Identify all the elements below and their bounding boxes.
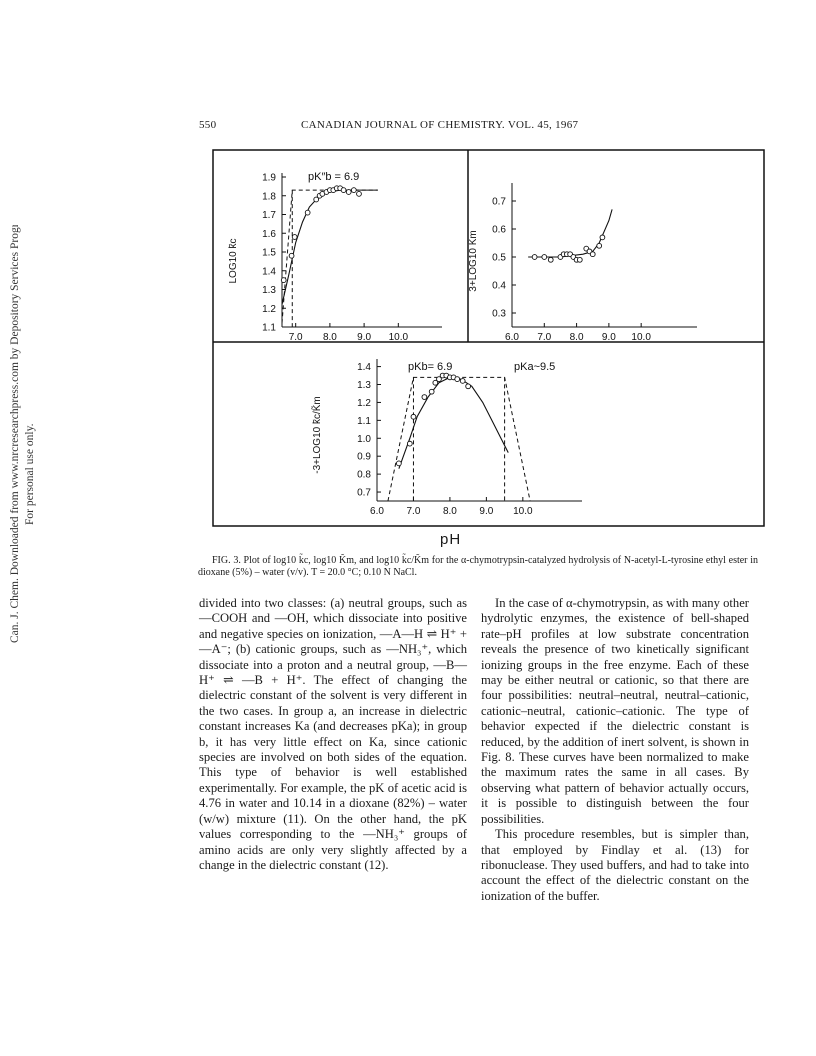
kc-y-tick-label: 1.6 xyxy=(262,228,276,240)
km-x-tick-label: 10.0 xyxy=(631,332,651,343)
kc-x-tick-label: 8.0 xyxy=(322,332,337,343)
panel-ratio-pkb-annotation: pKb= 6.9 xyxy=(408,361,453,373)
ratio-y-tick-label: 1.2 xyxy=(357,397,371,409)
paragraph-right-1: In the case of α-chymotrypsin, as with many other hydrolytic enzymes, the existence of bell-shaped rate–pH profiles at low substrate concentration reveals the presence of two kinetically significant ionizing groups in the free enzyme. Each of these may be either neutral or cationic, so that there are four possibilities: neutral–neutral, neutral–cationic, cationic–neutral, cationic–cationic. The type of behavior expected if the dielectric constant is reduced, by the addition of inert solvent, is shown in Fig. 8. These curves have been normalized to make the maximum rates the same in all cases. By observing what pattern of behavior actually occurs, it is possible to distinguish between the four possibilities. xyxy=(481,596,749,826)
kc-data-point xyxy=(289,253,294,258)
paragraph-left-1: divided into two classes: (a) neutral groups, such as —COOH and —OH, which dissociate into positive and negative species on ionization, —A—H ⇌ H⁺ + —A⁻; (b) cationic groups, such as —NH₃⁺, which dissociate into a proton and a neutral group, —B—H⁺ ⇌ —B + H⁺. The effect of changing the dielectric constant of the solvent is very different in the two cases. In group a, an increase in dielectric constant increases Ka (and decreases pKa); in group b, it has very little effect on Ka, since cationic species are involved on both sides of the equation. This type of behavior is well established experimentally. For example, the pK of acetic acid is 4.76 in water and 10.14 in a dioxane (82%) – water (w/w) mixture (11). On the other hand, the pK values corresponding to the —NH₃⁺ groups of amino acids are only very slightly affected by a change in the dielectric constant (12). xyxy=(199,596,467,872)
ratio-x-tick-label: 9.0 xyxy=(479,506,494,517)
km-y-tick-label: 0.7 xyxy=(492,196,506,208)
ratio-x-tick-label: 7.0 xyxy=(406,506,421,517)
figure-3 xyxy=(212,149,765,529)
km-data-point xyxy=(548,257,553,262)
kc-y-tick-label: 1.2 xyxy=(262,303,276,315)
km-x-tick-label: 7.0 xyxy=(537,332,552,343)
ratio-data-point xyxy=(411,414,416,419)
kc-x-tick-label: 10.0 xyxy=(388,332,409,343)
paragraph-right-2: This procedure resembles, but is simpler than, that employed by Findlay et al. (13) for ribonuclease. They used buffers, and had to take into account the effect of the dielectric constant on the ionization of the buffer. xyxy=(481,827,749,903)
kc-x-tick-label: 7.0 xyxy=(288,332,303,343)
panel-kc-ylabel: LOG10 k̃c xyxy=(228,238,239,284)
kc-y-tick-label: 1.1 xyxy=(262,322,276,334)
figure-3-plots xyxy=(212,149,765,529)
km-fitted-curve xyxy=(528,209,612,257)
kc-data-point xyxy=(292,235,297,240)
km-y-tick-label: 0.3 xyxy=(492,308,506,320)
shared-x-axis-label: pH xyxy=(440,531,462,548)
km-data-point xyxy=(577,257,582,262)
km-x-tick-label: 8.0 xyxy=(569,332,584,343)
kc-y-tick-label: 1.5 xyxy=(262,247,276,259)
km-y-tick-label: 0.6 xyxy=(492,224,506,236)
km-data-point xyxy=(532,255,537,260)
kc-data-point xyxy=(305,210,310,215)
figure-caption xyxy=(198,555,758,579)
kc-data-point xyxy=(346,190,351,195)
ratio-fitted-curve xyxy=(399,377,508,468)
download-watermark xyxy=(2,225,42,645)
panel-kc xyxy=(228,171,442,343)
ratio-y-tick-label: 1.3 xyxy=(357,380,371,392)
km-x-tick-label: 6.0 xyxy=(505,332,519,343)
ratio-y-tick-label: 0.7 xyxy=(357,487,371,499)
kc-fitted-curve xyxy=(282,190,378,304)
page-number: 550 xyxy=(199,119,217,131)
ratio-data-point xyxy=(429,389,434,394)
kc-data-point xyxy=(351,188,356,193)
ratio-data-point xyxy=(407,441,412,446)
km-data-point xyxy=(542,255,547,260)
ratio-data-point xyxy=(422,395,427,400)
km-y-tick-label: 0.4 xyxy=(492,280,506,292)
ratio-data-point xyxy=(466,384,471,389)
km-x-tick-label: 9.0 xyxy=(601,332,616,343)
ratio-x-tick-label: 6.0 xyxy=(370,506,384,517)
km-y-tick-label: 0.5 xyxy=(492,252,506,264)
ratio-data-point xyxy=(396,461,401,466)
kc-y-tick-label: 1.9 xyxy=(262,172,276,184)
panel-kc-pk-annotation: pK″b = 6.9 xyxy=(308,171,360,183)
kc-asymptote-dashed xyxy=(282,190,378,323)
running-head xyxy=(199,119,739,135)
ratio-y-tick-label: 1.4 xyxy=(357,362,371,374)
kc-data-point xyxy=(357,191,362,196)
kc-y-tick-label: 1.4 xyxy=(262,266,276,278)
watermark-line-1: Can. J. Chem. Downloaded from www.nrcresearchpress.com by Depository Services Program on 11/12/14 xyxy=(9,225,21,643)
kc-y-tick-label: 1.8 xyxy=(262,191,276,203)
ratio-x-tick-label: 8.0 xyxy=(442,506,457,517)
panel-km xyxy=(466,183,697,343)
km-data-point xyxy=(597,243,602,248)
body-column-left xyxy=(199,596,467,873)
ratio-y-tick-label: 1.1 xyxy=(357,415,371,427)
ratio-data-point xyxy=(455,377,460,382)
ratio-y-tick-label: 0.8 xyxy=(357,469,371,481)
kc-data-point xyxy=(281,278,286,283)
panel-km-ylabel: 3+LOG10 K̃m xyxy=(468,230,479,292)
panel-ratio xyxy=(310,359,582,517)
kc-y-tick-label: 1.7 xyxy=(262,210,276,221)
watermark-line-2: For personal use only. xyxy=(24,423,36,525)
panel-ratio-ylabel: -3+LOG10 k̃c/K̃m xyxy=(312,396,323,474)
kc-data-point xyxy=(341,188,346,193)
caption-text: FIG. 3. Plot of log10 k̃c, log10 K̃m, and log10 k̃c/K̃m for the α-chymotrypsin-catalyzed hydrolysis of N-acetyl-L-tyrosine ethyl ester in dioxane (5%) – water (v/v). T = 20.0 °C; 0.10 N NaCl. xyxy=(198,555,758,578)
body-column-right xyxy=(481,596,749,904)
panel-ratio-pka-annotation: pKa~9.5 xyxy=(514,361,556,373)
km-data-point xyxy=(590,252,595,257)
ratio-x-tick-label: 10.0 xyxy=(513,506,533,517)
km-data-point xyxy=(600,235,605,240)
journal-title: CANADIAN JOURNAL OF CHEMISTRY. VOL. 45, 1967 xyxy=(301,119,579,131)
kc-y-tick-label: 1.3 xyxy=(262,285,276,296)
kc-x-tick-label: 9.0 xyxy=(357,332,372,343)
ratio-y-tick-label: 1.0 xyxy=(357,433,371,445)
ratio-data-point xyxy=(460,379,465,384)
ratio-y-tick-label: 0.9 xyxy=(357,451,371,463)
